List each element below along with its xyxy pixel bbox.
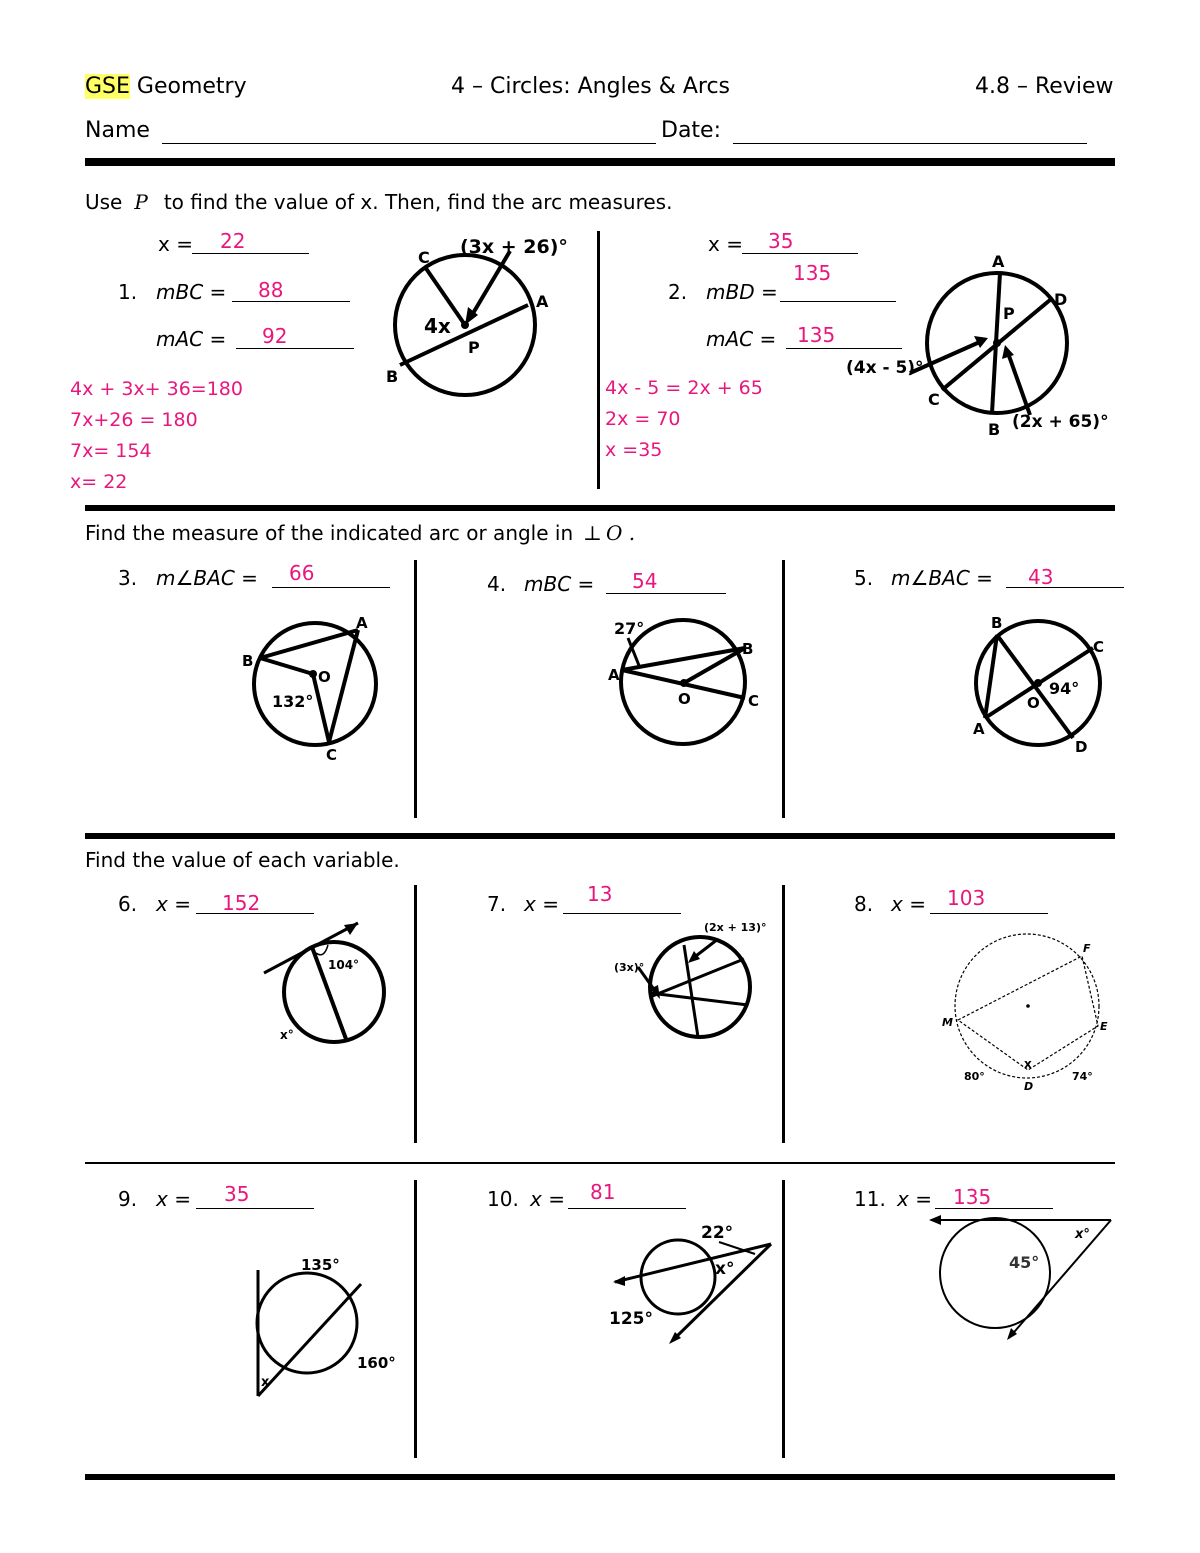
p1-label-c: C <box>418 248 430 267</box>
p7-diagram <box>610 915 790 1055</box>
p8-diagram <box>940 930 1115 1095</box>
section1-instruction <box>85 190 672 214</box>
p9-blank <box>196 1207 314 1209</box>
p5-answer: 43 <box>1028 565 1054 589</box>
p3-label-c: C <box>326 746 338 764</box>
p9-answer: 35 <box>224 1182 250 1206</box>
p3-label-a: A <box>356 614 368 632</box>
p5-label-o: O <box>1027 694 1040 712</box>
p9-number: 9. <box>118 1187 138 1211</box>
section2-bottom-rule <box>85 833 1115 839</box>
p6-answer: 152 <box>222 891 261 915</box>
lesson-title: 4.8 – Review <box>975 74 1114 99</box>
p3-label-b: B <box>242 652 254 670</box>
p5-blank <box>1006 586 1124 588</box>
p10-answer: 81 <box>590 1180 616 1204</box>
p6-x: x° <box>280 1028 294 1042</box>
p11-number: 11. <box>854 1187 886 1211</box>
p1-arc2-blank <box>236 347 354 349</box>
p2-label-a: A <box>992 252 1005 271</box>
p9-arc-160: 160° <box>357 1354 396 1372</box>
p4-label-c: C <box>748 692 760 710</box>
p3-blank <box>272 586 390 588</box>
p7-label: x = <box>524 892 559 916</box>
p11-answer: 135 <box>953 1185 992 1209</box>
unit-title: 4 – Circles: Angles & Arcs <box>451 74 731 99</box>
p9-label: x = <box>156 1187 191 1211</box>
p4-label-o: O <box>678 690 691 708</box>
p7-blank <box>563 912 681 914</box>
p5-label-d: D <box>1075 738 1088 756</box>
circle-o-label: O . <box>605 521 636 545</box>
p4-angle: 27° <box>614 619 645 638</box>
p1-label-p: P <box>468 338 480 357</box>
p10-label: x = <box>530 1187 565 1211</box>
p2-label-d: D <box>1054 290 1068 309</box>
p2-right-angle: (2x + 65)° <box>1012 412 1109 432</box>
p10-number: 10. <box>487 1187 519 1211</box>
p7-number: 7. <box>487 892 507 916</box>
p1-x-answer: 22 <box>220 229 246 253</box>
section2-divider-2 <box>782 560 785 818</box>
p2-work-line: x =35 <box>605 439 663 461</box>
p4-answer: 54 <box>632 569 658 593</box>
p7-arc-b: (3x)° <box>614 961 645 974</box>
p1-arc2-answer: 92 <box>262 324 288 348</box>
p8-number: 8. <box>854 892 874 916</box>
name-field[interactable] <box>162 142 656 144</box>
p1-label-a: A <box>536 292 549 311</box>
p8-label-e: E <box>1100 1020 1108 1033</box>
date-label: Date: <box>661 118 721 143</box>
p1-arc1-label: mBC = <box>156 280 227 304</box>
p9-x: x <box>261 1375 270 1390</box>
p5-label: m∠BAC = <box>891 566 993 590</box>
section3-mid-rule <box>85 1162 1115 1164</box>
p8-x: x <box>1024 1057 1032 1071</box>
section2-divider-1 <box>414 560 417 818</box>
course-name: Geometry <box>129 74 247 99</box>
p2-arc1-label: mBD = <box>706 280 778 304</box>
p1-work-line: 4x + 3x+ 36=180 <box>70 378 243 400</box>
p10-blank <box>568 1207 686 1209</box>
name-label: Name <box>85 118 150 143</box>
p1-work-line: x= 22 <box>70 471 128 493</box>
p6-number: 6. <box>118 892 138 916</box>
p5-label-c: C <box>1093 638 1105 656</box>
section1-divider <box>597 231 600 489</box>
p5-label-b: B <box>991 614 1003 632</box>
p8-label: x = <box>891 892 926 916</box>
date-field[interactable] <box>733 142 1087 144</box>
p3-answer: 66 <box>289 561 315 585</box>
p1-label-b: B <box>386 367 399 386</box>
p8-label-f: F <box>1083 942 1091 955</box>
p1-top-angle: (3x + 26)° <box>460 236 568 258</box>
p8-label-d: D <box>1024 1080 1034 1093</box>
p3-angle: 132° <box>272 692 314 711</box>
section2-instruction: Find the measure of the indicated arc or angle in ⊥ O . <box>85 521 636 545</box>
p5-label-a: A <box>973 720 985 738</box>
p8-blank <box>930 912 1048 914</box>
p4-diagram <box>600 610 770 750</box>
p3-label-o: O <box>318 668 331 686</box>
p9-arc-135: 135° <box>301 1256 340 1274</box>
p10-diagram <box>605 1212 780 1352</box>
p7-arc-a: (2x + 13)° <box>704 921 767 934</box>
p11-x: x° <box>1075 1227 1090 1242</box>
p9-diagram <box>245 1250 415 1400</box>
p1-arc1-blank <box>232 300 350 302</box>
p11-arc-45: 45° <box>1009 1253 1040 1272</box>
p1-number: 1. <box>118 280 138 304</box>
section3-instruction: Find the value of each variable. <box>85 848 400 872</box>
p2-label-p: P <box>1003 304 1015 323</box>
p10-arc-125: 125° <box>609 1309 653 1329</box>
instr-rest: to find the value of x. Then, find the arc measures. <box>163 190 673 214</box>
p4-label-b: B <box>742 640 754 658</box>
p4-number: 4. <box>487 572 507 596</box>
p2-x-label: x = <box>708 232 743 256</box>
p2-label-b: B <box>988 420 1001 439</box>
p6-diagram <box>260 915 400 1055</box>
p5-angle: 94° <box>1049 679 1080 698</box>
p2-number: 2. <box>668 280 688 304</box>
p8-arc-80: 80° <box>964 1070 985 1083</box>
section3-divider-2 <box>782 885 785 1143</box>
p1-diagram <box>380 225 568 410</box>
p10-x: x° <box>715 1259 735 1279</box>
p1-x-label: x = <box>158 232 193 256</box>
p4-blank <box>606 592 726 594</box>
p4-label: mBC = <box>524 572 595 596</box>
page-bottom-rule <box>85 1474 1115 1480</box>
p2-diagram <box>840 245 1120 445</box>
p1-arc2-label: mAC = <box>156 327 227 351</box>
p11-label: x = <box>897 1187 932 1211</box>
section3-divider-4 <box>782 1180 785 1458</box>
p2-work-line: 2x = 70 <box>605 408 681 430</box>
header-divider <box>85 158 1115 166</box>
p2-work-line: 4x - 5 = 2x + 65 <box>605 377 763 399</box>
p1-work-line: 7x+26 = 180 <box>70 409 198 431</box>
p3-diagram <box>240 610 390 770</box>
course-title <box>85 74 247 99</box>
p2-work <box>605 373 763 466</box>
p1-inner-angle: 4x <box>424 314 451 338</box>
p8-answer: 103 <box>947 886 986 910</box>
p6-label: x = <box>156 892 191 916</box>
p1-work <box>70 374 243 498</box>
p2-arc1-answer: 135 <box>793 261 832 285</box>
course-highlight: GSE <box>85 74 130 99</box>
p2-x-answer: 35 <box>768 229 794 253</box>
p2-label-c: C <box>928 390 940 409</box>
p2-arc2-label: mAC = <box>706 327 777 351</box>
p8-label-m: M <box>942 1016 953 1029</box>
circle-p-label: P <box>134 190 148 214</box>
p7-answer: 13 <box>587 882 613 906</box>
p3-number: 3. <box>118 566 138 590</box>
p10-arc-22: 22° <box>701 1223 734 1243</box>
p1-work-line: 7x= 154 <box>70 440 152 462</box>
p6-arc: 104° <box>328 958 360 972</box>
p2-arc2-answer: 135 <box>797 323 836 347</box>
p3-label: m∠BAC = <box>156 566 258 590</box>
p1-x-blank <box>192 252 309 254</box>
section2-instruction-text: Find the measure of the indicated arc or angle in <box>85 521 574 545</box>
section1-bottom-rule <box>85 505 1115 511</box>
p5-number: 5. <box>854 566 874 590</box>
section3-divider-1 <box>414 885 417 1143</box>
p1-arc1-answer: 88 <box>258 278 284 302</box>
p2-left-angle: (4x - 5)° <box>846 358 924 378</box>
instr-use: Use <box>85 190 123 214</box>
section3-divider-3 <box>414 1180 417 1458</box>
p11-diagram <box>925 1210 1115 1350</box>
p8-arc-74: 74° <box>1072 1070 1093 1083</box>
p4-label-a: A <box>608 666 620 684</box>
p5-diagram <box>965 610 1125 760</box>
